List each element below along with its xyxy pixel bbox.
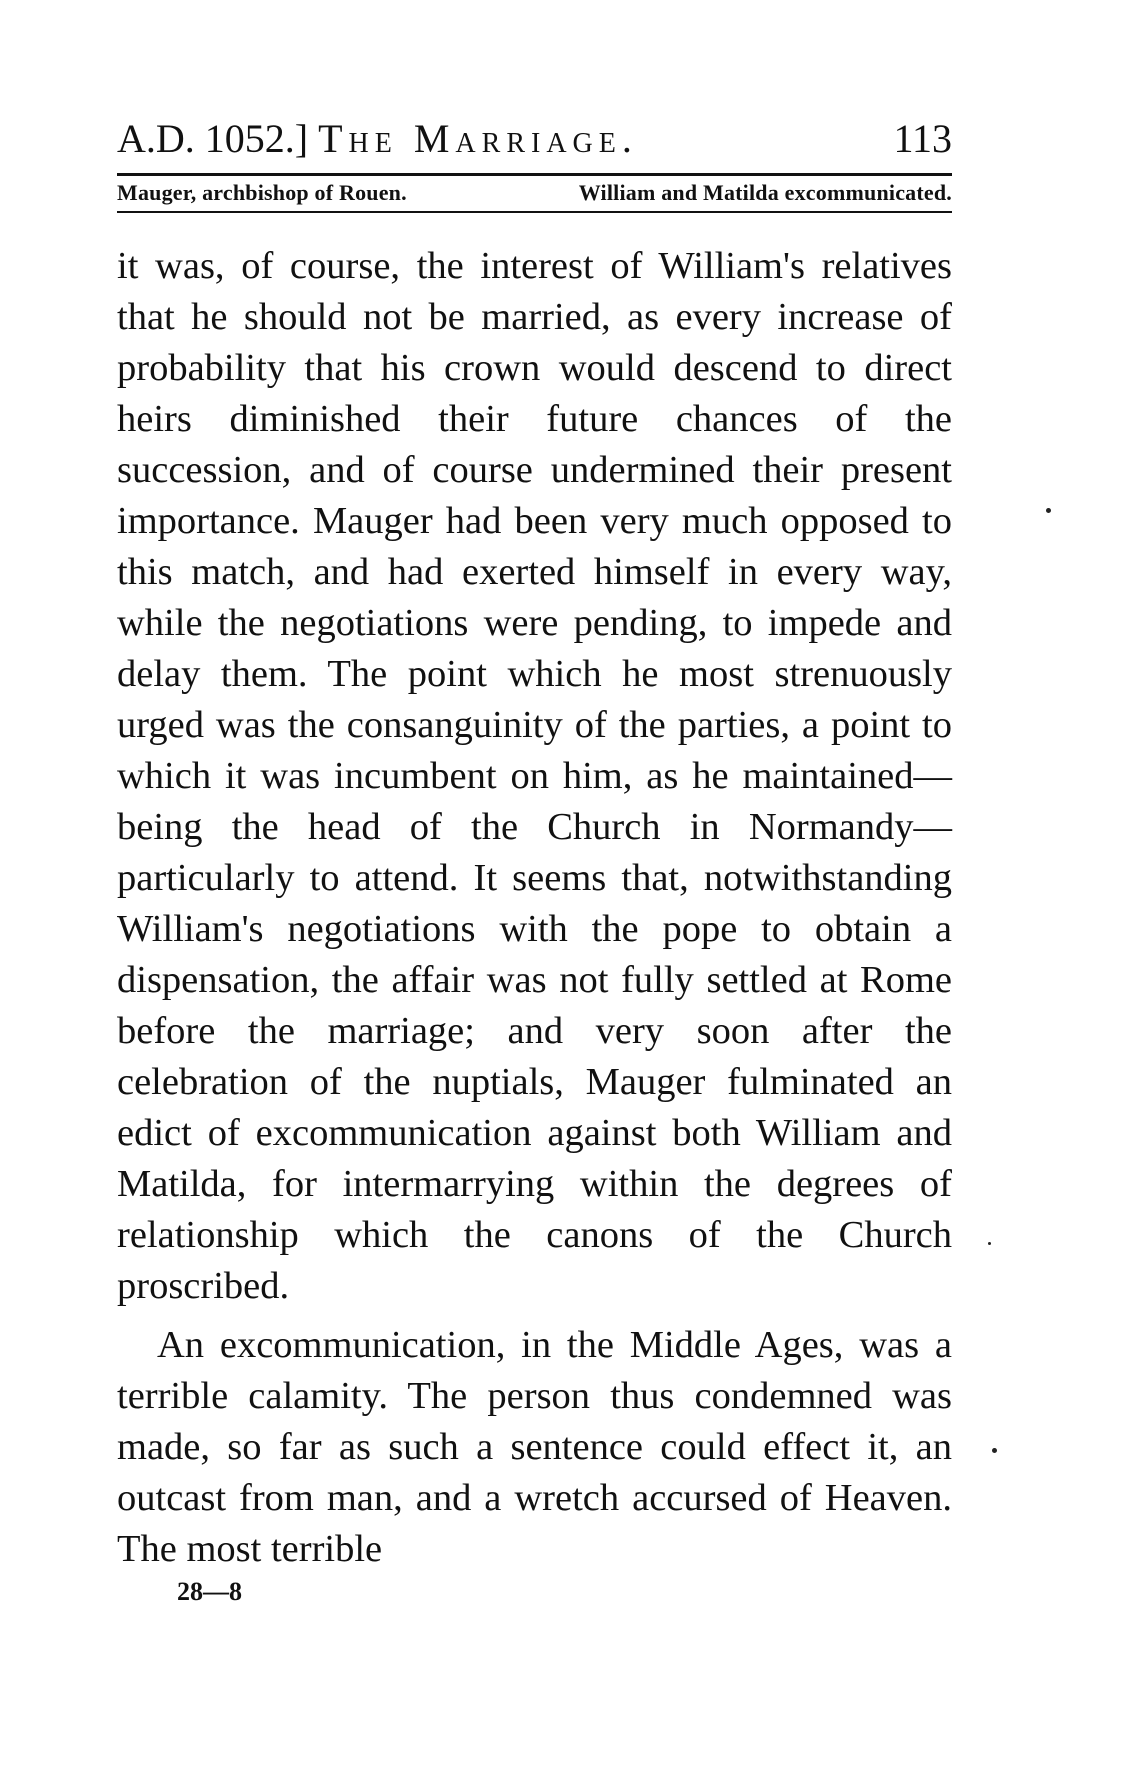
book-page: [117, 115, 952, 1609]
paragraph-1: it was, of course, the interest of William's relatives that he should not be married, as every increase of probability that his crown would descend to direct heirs diminished their future chances of the succession, and of course undermined their present importance. Mauger had been very much opposed to this match, and had exerted himself in every way, while the negotiations were pending, to impede and delay them. The point which he most strenuously urged was the consanguinity of the parties, a point to which it was incumbent on him, as he maintained—being the head of the Church in Normandy—particularly to attend. It seems that, notwithstanding William's negotiations with the pope to obtain a dispensation, the affair was not fully settled at Rome before the marriage; and very soon after the celebration of the nuptials, Mauger fulminated an edict of excommunication against both William and Matilda, for intermarrying within the degrees of relationship which the canons of the Church proscribed.: [117, 245, 952, 1307]
body-text: [117, 241, 952, 1575]
paragraph-2: An excommunication, in the Middle Ages, was a terrible calamity. The person thus condemned was made, so far as such a sentence could effect it, an outcast from man, and a wretch accursed of Heaven. The most terrible: [117, 1324, 952, 1570]
page-number: 113: [893, 116, 952, 161]
chapter-title: The Marriage.: [318, 116, 638, 161]
signature-mark: 28—8: [177, 1577, 242, 1606]
side-note-header: [117, 178, 952, 208]
print-speck: [992, 1448, 997, 1453]
print-speck: [1046, 508, 1051, 513]
side-note-left: Mauger, archbishop of Rouen.: [117, 180, 407, 205]
subheader-rule: [117, 211, 952, 213]
header-rule: [117, 173, 952, 176]
print-speck: [988, 1242, 991, 1245]
side-note-right: William and Matilda excommunicated.: [578, 180, 952, 205]
header-date: A.D. 1052.]: [117, 116, 309, 161]
running-head: [117, 115, 952, 163]
